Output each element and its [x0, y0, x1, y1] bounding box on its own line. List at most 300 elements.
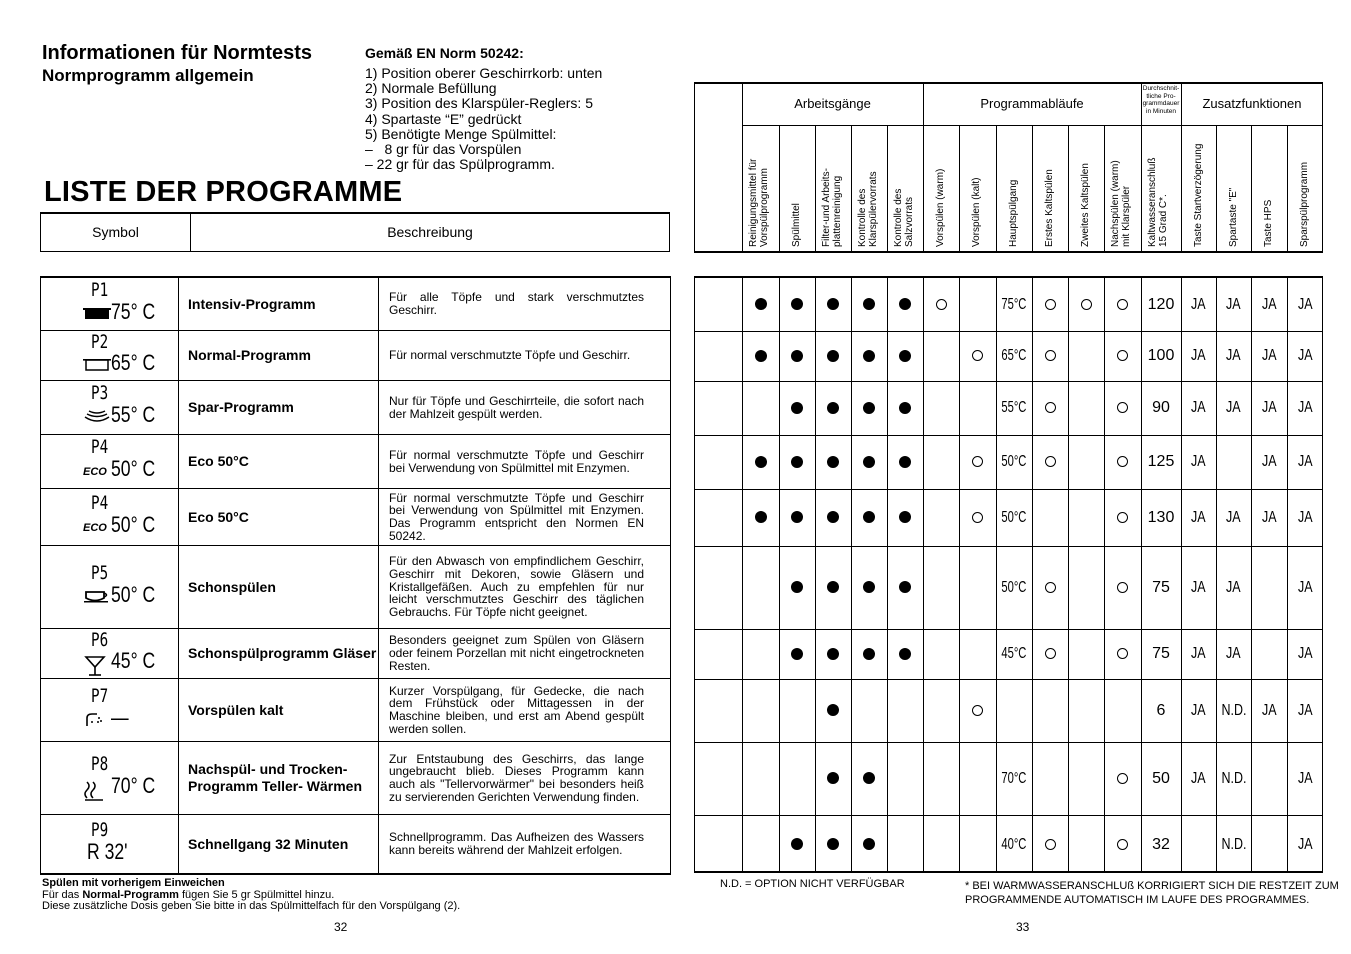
column-divider [887, 278, 888, 871]
cell-value [1251, 508, 1287, 528]
cell-value [887, 295, 923, 315]
column-label: Kontrolle des Salzvorrats [893, 188, 915, 247]
program-temperature: R 32' [87, 838, 128, 864]
cell-value [1181, 508, 1216, 528]
glass-icon [83, 655, 107, 682]
cell-text: JA [1297, 701, 1313, 719]
cell-value [851, 644, 887, 664]
cell-value [742, 346, 779, 366]
program-temperature: 65° C [111, 350, 156, 375]
program-code: P2 [91, 331, 109, 353]
empty-circle-icon [972, 512, 983, 523]
cell-value [1104, 295, 1141, 315]
cell-value [815, 769, 851, 789]
program-code: P3 [91, 382, 109, 404]
empty-circle-icon [1045, 350, 1056, 361]
filled-dot-icon [791, 298, 803, 310]
cell-value [996, 508, 1032, 528]
eco-icon: ECO [83, 466, 107, 478]
cell-value [1032, 295, 1068, 315]
cell-value [887, 578, 923, 598]
cell-text: JA [1191, 578, 1206, 596]
program-name: Nachspül- und Trocken- Programm Teller- Wärmen [179, 742, 379, 815]
group-header-zusatz: Zusatzfunktionen [1202, 96, 1302, 111]
cell-value [815, 508, 851, 528]
program-temperature: 75° C [111, 298, 156, 324]
cell-value [1181, 295, 1216, 315]
cell-text: N.D. [1221, 701, 1246, 719]
column-divider [1287, 125, 1288, 251]
cell-text: 50°C [1001, 508, 1027, 526]
cell-text: JA [1191, 347, 1206, 364]
cell-text: JA [1191, 453, 1206, 470]
cell-value [1287, 346, 1323, 366]
hot-water-note [965, 880, 1339, 907]
cell-text: JA [1261, 508, 1277, 526]
filled-dot-icon [899, 511, 911, 523]
cell-value [851, 578, 887, 598]
program-temperature: — [111, 704, 129, 730]
cell-value [851, 769, 887, 789]
cell-value [779, 835, 815, 855]
group-header-programmablaeufe: Programmabläufe [980, 96, 1084, 111]
cell-text: N.D. [1221, 769, 1246, 787]
cell-text: 45°C [1001, 645, 1027, 662]
program-description: Für normal verschmutzte Töpfe und Geschirr bei Verwendung von Spülmittel mit Enzymen. [379, 435, 671, 489]
cell-value [1181, 644, 1216, 664]
cell-text: JA [1297, 769, 1313, 787]
filled-dot-icon [827, 772, 839, 784]
program-code: P7 [91, 684, 109, 707]
cell-value [1141, 508, 1181, 528]
program-table [40, 276, 671, 875]
filled-dot-icon [899, 456, 911, 468]
column-divider [959, 125, 960, 251]
column-label: Sparspülprogramm [1298, 161, 1310, 247]
cell-value [887, 452, 923, 472]
program-name: Schonspülprogramm Gläser [179, 629, 379, 679]
filled-dot-icon [827, 838, 839, 850]
group-header-arbeitsgaenge: Arbeitsgänge [794, 96, 871, 111]
cell-value [1104, 398, 1141, 418]
filled-dot-icon [827, 704, 839, 716]
norm-item: 1) Position oberer Geschirrkorb: unten [365, 65, 603, 81]
cell-text: JA [1297, 578, 1313, 596]
cell-value [996, 578, 1032, 598]
cell-value [779, 398, 815, 418]
program-symbol [41, 742, 179, 815]
program-description: Kurzer Vorspülgang, für Gedecke, die nach dem Frühstück oder Mittagessen in der Maschine bleiben, und erst am Abend gespült werden sollen. [379, 679, 671, 742]
program-temperature: 50° C [111, 581, 156, 607]
cell-value [1032, 452, 1068, 472]
cell-text: JA [1297, 645, 1313, 662]
row-divider [695, 629, 1322, 630]
cell-value [815, 644, 851, 664]
filled-dot-icon [791, 511, 803, 523]
column-divider [996, 125, 997, 251]
program-temperature: 50° C [111, 511, 156, 537]
table-row [41, 331, 671, 381]
program-name: Eco 50°C [179, 435, 379, 489]
table-row [41, 629, 671, 679]
cell-value [996, 769, 1032, 789]
empty-circle-icon [972, 350, 983, 361]
function-table [694, 276, 1323, 873]
description-column-header: Beschreibung [387, 224, 473, 240]
row-divider [695, 546, 1322, 547]
header-divider [742, 125, 1322, 126]
program-symbol [41, 815, 179, 875]
cell-value [1251, 295, 1287, 315]
cell-value [996, 295, 1032, 315]
cell-value [1181, 398, 1216, 418]
cell-value [742, 508, 779, 528]
soak-note-bold: Normal-Programm [82, 888, 179, 901]
column-divider [779, 125, 780, 251]
program-description: Für den Abwasch von empfindlichem Geschirr, Geschirr mit Dekoren, sowie Gläsern und Kristallgefäßen. Auch zu empfehlen für nur leicht verschmutztes Geschirr des täglichen Gebrauchs. Für Töpfe nicht geeignet. [379, 546, 671, 629]
cell-value [1141, 578, 1181, 598]
cell-text: JA [1226, 347, 1241, 364]
hot-water-note-line: PROGRAMMENDE AUTOMATISCH IM LAUFE DES PROGRAMMES. [965, 893, 1310, 906]
filled-dot-icon [863, 456, 875, 468]
column-divider [923, 278, 924, 871]
nd-note: N.D. = OPTION NICHT VERFÜGBAR [720, 878, 905, 890]
column-divider [1251, 125, 1252, 251]
cell-value [1104, 769, 1141, 789]
cell-value [1287, 398, 1323, 418]
column-divider [1068, 125, 1069, 251]
soak-note-line: Diese zusätzliche Dosis geben Sie bitte in das Spülmittelfach für den Vorspülgang (2). [42, 900, 461, 912]
cell-value [1216, 508, 1251, 528]
filled-dot-icon [863, 581, 875, 593]
cell-value [779, 295, 815, 315]
cell-value [851, 346, 887, 366]
cell-value [1032, 398, 1068, 418]
cell-value [1141, 644, 1181, 664]
cell-value [1216, 295, 1251, 315]
soak-note-pre: Für das [42, 888, 83, 901]
cell-text: JA [1191, 645, 1206, 662]
dry-icon [83, 780, 105, 807]
program-description: Für normal verschmutzte Töpfe und Geschirr bei Verwendung von Spülmittel mit Enzymen. Das Programm entspricht den Normen EN 50242. [379, 489, 671, 546]
norm-list [365, 66, 602, 172]
filled-dot-icon [827, 511, 839, 523]
table-row [41, 679, 671, 742]
cup-icon [83, 589, 111, 608]
cell-text: JA [1191, 701, 1206, 719]
cell-text: 120 [1147, 295, 1175, 313]
cell-value [1287, 769, 1323, 789]
column-label: Nachspülen (warm) mit Klarspüler [1110, 160, 1132, 247]
program-name: Eco 50°C [179, 489, 379, 546]
filled-dot-icon [827, 648, 839, 660]
filled-dot-icon [899, 298, 911, 310]
cell-value [1181, 701, 1216, 721]
cell-text: 75 [1152, 645, 1170, 662]
cell-value [1287, 578, 1323, 598]
filled-dot-icon [863, 402, 875, 414]
empty-circle-icon [972, 456, 983, 467]
filled-dot-icon [899, 581, 911, 593]
cell-value [1141, 769, 1181, 789]
soak-note-title: Spülen mit vorherigem Einweichen [42, 877, 225, 889]
program-symbol [41, 546, 179, 629]
cell-value [742, 295, 779, 315]
column-divider [779, 278, 780, 871]
cell-value [851, 835, 887, 855]
column-label: Zweites Kaltspülen [1079, 163, 1091, 247]
empty-circle-icon [1117, 839, 1128, 850]
cell-value [1032, 578, 1068, 598]
cell-value [1251, 398, 1287, 418]
column-divider [1068, 278, 1069, 871]
filled-dot-icon [791, 350, 803, 362]
cell-text: JA [1297, 399, 1313, 416]
empty-circle-icon [1045, 839, 1056, 850]
empty-circle-icon [936, 299, 947, 310]
column-label: Hauptspülgang [1007, 179, 1019, 247]
cell-value [779, 508, 815, 528]
pot-full-icon [83, 306, 111, 325]
cell-value [959, 508, 996, 528]
filled-dot-icon [863, 511, 875, 523]
norm-item: 5) Benötigte Menge Spülmittel: [365, 125, 557, 142]
empty-circle-icon [1117, 648, 1128, 659]
soak-note [42, 878, 460, 913]
cell-value [815, 835, 851, 855]
cell-text: JA [1261, 399, 1277, 416]
column-divider [959, 278, 960, 871]
cell-value [851, 295, 887, 315]
cell-text: JA [1226, 578, 1241, 596]
filled-dot-icon [791, 402, 803, 414]
cell-text: 50°C [1001, 453, 1027, 470]
cell-value [1287, 295, 1323, 315]
cell-text: JA [1191, 295, 1206, 313]
cell-value [1141, 398, 1181, 418]
page-title: LISTE DER PROGRAMME [44, 176, 403, 208]
cell-text: JA [1191, 508, 1206, 526]
cell-text: N.D. [1221, 835, 1246, 853]
cell-value [851, 508, 887, 528]
column-label: Spülmittel [790, 203, 802, 247]
cell-value [1104, 644, 1141, 664]
cell-value [815, 295, 851, 315]
table-row [41, 742, 671, 815]
filled-dot-icon [863, 298, 875, 310]
filled-dot-icon [899, 350, 911, 362]
cell-value [1068, 295, 1104, 315]
norm-item: 2) Normale Befüllung [365, 80, 497, 97]
filled-dot-icon [755, 298, 767, 310]
program-code: P5 [91, 561, 109, 584]
filled-dot-icon [827, 581, 839, 593]
table-row [41, 381, 671, 435]
table-row [41, 815, 671, 875]
program-code: P4 [91, 491, 109, 514]
cell-text: JA [1261, 453, 1277, 470]
column-label: Vorspülen (kalt) [970, 177, 982, 247]
cell-text: 50°C [1001, 578, 1027, 596]
norm-title: Gemäß EN Norm 50242: [365, 45, 524, 61]
row-divider [695, 489, 1322, 490]
column-divider [815, 125, 816, 251]
section-title: Informationen für Normtests [42, 42, 313, 64]
cell-text: 125 [1147, 453, 1175, 470]
cell-value [779, 644, 815, 664]
program-name: Spar-Programm [179, 381, 379, 435]
program-description: Besonders geeignet zum Spülen von Gläsern oder feinem Porzellan mit nicht eingetrockneten Resten. [379, 629, 671, 679]
cell-value [996, 452, 1032, 472]
table-row [41, 435, 671, 489]
cell-value [1104, 578, 1141, 598]
function-table-header [694, 82, 1323, 253]
filled-dot-icon [863, 772, 875, 784]
program-description: Zur Entstaubung des Geschirrs, das lange ungebraucht blieb. Dieses Programm kann auch als "Tellervorwärmer" bei besonders heiß zu servierenden Gerichten Verwendung finden. [379, 742, 671, 815]
program-name: Vorspülen kalt [179, 679, 379, 742]
filled-dot-icon [755, 350, 767, 362]
cell-value [815, 398, 851, 418]
empty-circle-icon [1117, 350, 1128, 361]
column-label: Vorspülen (warm) [934, 168, 946, 247]
cell-value [742, 452, 779, 472]
program-code: P9 [91, 818, 109, 841]
program-symbol [41, 381, 179, 435]
column-divider [887, 125, 888, 251]
cell-value [1104, 452, 1141, 472]
filled-dot-icon [827, 298, 839, 310]
cell-value [851, 398, 887, 418]
cell-value [1216, 578, 1251, 598]
program-table-header [40, 212, 670, 252]
spray-icon [83, 712, 105, 733]
cell-value [779, 452, 815, 472]
cell-value [1032, 835, 1068, 855]
cell-value [1216, 769, 1251, 789]
cell-text: JA [1297, 295, 1313, 313]
program-symbol [41, 679, 179, 742]
cell-text: JA [1297, 453, 1313, 470]
row-divider [695, 815, 1322, 816]
empty-circle-icon [1117, 512, 1128, 523]
cell-value [887, 508, 923, 528]
cell-value [1251, 452, 1287, 472]
cell-value [1104, 346, 1141, 366]
program-symbol [41, 435, 179, 489]
empty-circle-icon [1117, 299, 1128, 310]
norm-item: – 22 gr für das Spülprogramm. [365, 156, 555, 173]
cell-text: 100 [1147, 347, 1175, 364]
filled-dot-icon [827, 456, 839, 468]
cell-value [923, 295, 959, 315]
program-temperature: 45° C [111, 648, 156, 673]
filled-dot-icon [863, 350, 875, 362]
cell-text: JA [1261, 701, 1277, 719]
cell-value [1216, 346, 1251, 366]
cell-text: JA [1261, 295, 1277, 313]
pot-empty-icon [83, 357, 111, 376]
cell-text: 75 [1152, 578, 1170, 596]
symbol-column-header: Symbol [41, 214, 191, 251]
cell-value [1104, 835, 1141, 855]
cell-value [1141, 701, 1181, 721]
row-divider [695, 381, 1322, 382]
cell-text: JA [1191, 399, 1206, 416]
cell-text: JA [1191, 769, 1206, 787]
cell-value [1181, 769, 1216, 789]
cell-value [1287, 701, 1323, 721]
row-divider [695, 679, 1322, 680]
column-divider [742, 278, 743, 871]
filled-dot-icon [791, 648, 803, 660]
filled-dot-icon [827, 350, 839, 362]
program-code: P6 [91, 629, 109, 651]
norm-item: – 8 gr für das Vorspülen [365, 141, 522, 158]
cell-value [1141, 346, 1181, 366]
cell-value [996, 835, 1032, 855]
filled-dot-icon [899, 648, 911, 660]
cell-value [1251, 701, 1287, 721]
dishes-icon [83, 409, 111, 430]
column-divider [1251, 278, 1252, 871]
norm-item: 3) Position des Klarspüler-Reglers: 5 [365, 95, 593, 112]
cell-value [1287, 644, 1323, 664]
filled-dot-icon [791, 456, 803, 468]
cell-value [815, 346, 851, 366]
empty-circle-icon [1045, 299, 1056, 310]
empty-circle-icon [1045, 402, 1056, 413]
soak-note-post: fügen Sie 5 gr Spülmittel hinzu. [178, 888, 335, 901]
cell-text: JA [1297, 347, 1313, 364]
program-name: Schonspülen [179, 546, 379, 629]
cell-text: JA [1297, 835, 1313, 853]
column-label: Reinigungsmittel für Vorspülprogramm [748, 158, 770, 247]
cell-value [959, 452, 996, 472]
program-code: P1 [91, 278, 109, 301]
cell-value [1251, 346, 1287, 366]
cell-value [815, 452, 851, 472]
row-divider [695, 742, 1322, 743]
cell-text: JA [1226, 645, 1241, 662]
program-description: Für alle Töpfe und stark verschmutztes Geschirr. [379, 277, 671, 331]
filled-dot-icon [863, 648, 875, 660]
cell-value [851, 452, 887, 472]
column-label: Filter-und Arbeits- plattenreinigung [821, 168, 843, 247]
empty-circle-icon [1045, 456, 1056, 467]
column-label: Kaltwasseranschluß 15 Grad C*. [1147, 157, 1169, 247]
column-divider [1032, 125, 1033, 251]
program-code: P4 [91, 436, 109, 458]
column-label: Taste Startverzögerung [1192, 143, 1204, 247]
filled-dot-icon [755, 456, 767, 468]
section-subtitle: Normprogramm allgemein [42, 66, 254, 85]
hot-water-note-line: * BEI WARMWASSERANSCHLUß KORRIGIERT SICH DIE RESTZEIT ZUM [965, 880, 1339, 892]
cell-value [1181, 578, 1216, 598]
cell-text: JA [1226, 508, 1241, 526]
column-label: Kontrolle des Klarspülervorrats [857, 171, 879, 247]
cell-value [887, 346, 923, 366]
cell-text: 40°C [1001, 835, 1027, 853]
program-symbol [41, 277, 179, 331]
cell-value [1287, 835, 1323, 855]
empty-circle-icon [1117, 773, 1128, 784]
group-header-dauer: Durchschnit- tliche Pro- grammdauer in Minuten [1142, 85, 1180, 115]
cell-value [996, 346, 1032, 366]
program-symbol [41, 489, 179, 546]
cell-value [1032, 644, 1068, 664]
empty-circle-icon [972, 705, 983, 716]
cell-text: JA [1226, 295, 1241, 313]
